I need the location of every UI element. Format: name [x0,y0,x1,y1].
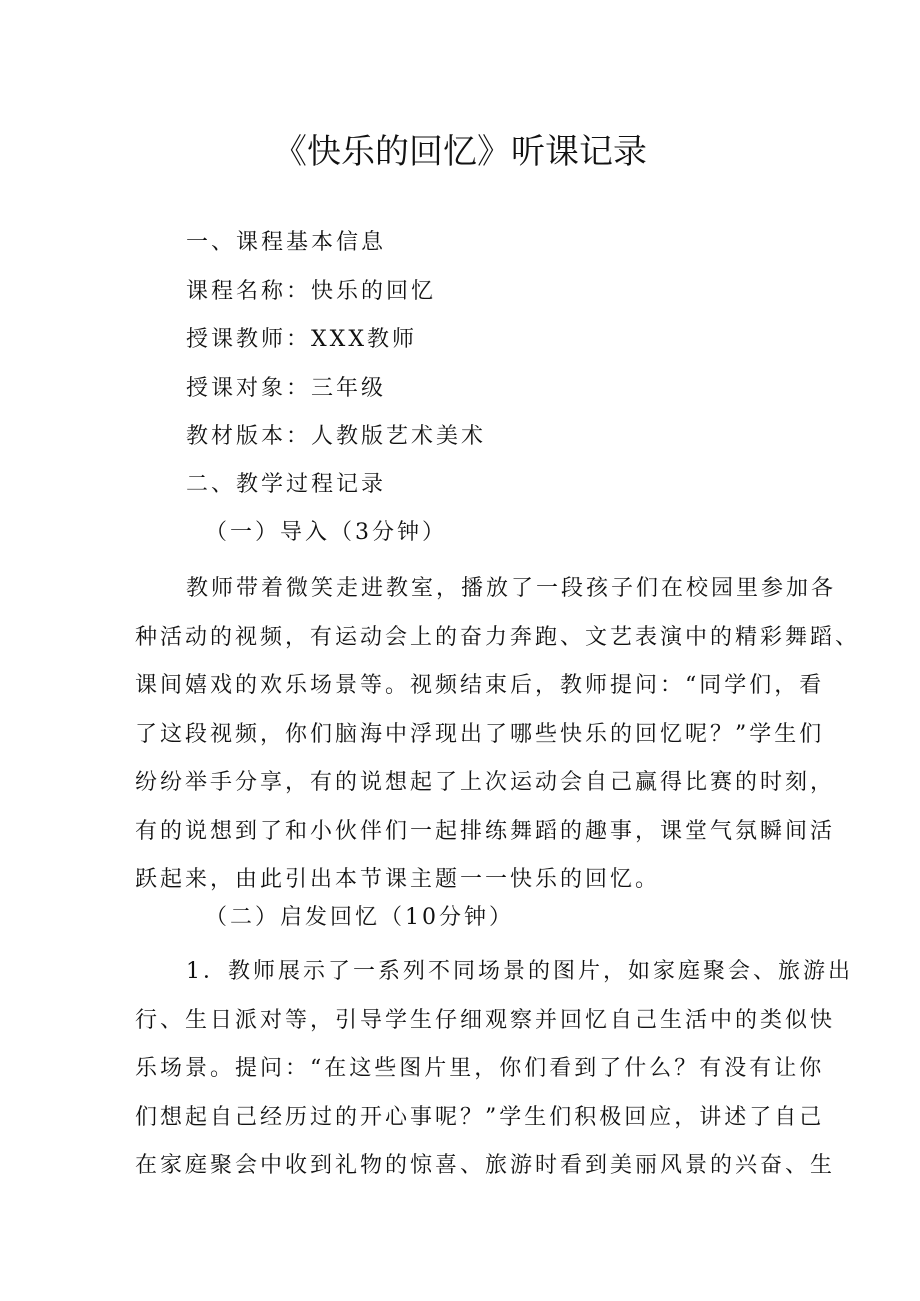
paragraph-line: 有的说想到了和小伙伴们一起排练舞蹈的趣事，课堂气氛瞬间活 [135,818,836,844]
section-heading-process: 二、教学过程记录 [186,472,387,497]
document-title: 《快乐的回忆》听课记录 [273,132,647,172]
paragraph-line: 课间嬉戏的欢乐场景等。视频结束后，教师提问：“同学们，看 [135,673,825,698]
course-name-line: 课程名称：快乐的回忆 [186,279,437,304]
paragraph-line: 在家庭聚会中收到礼物的惊喜、旅游时看到美丽风景的兴奋、生 [135,1153,836,1178]
paragraph-line: 跃起来，由此引出本节课主题一一快乐的回忆。 [135,867,661,892]
teacher-line: 授课教师：XXX教师 [186,327,417,352]
textbook-line: 教材版本：人教版艺术美术 [186,424,487,449]
audience-line: 授课对象：三年级 [186,376,387,401]
paragraph-line: 种活动的视频，有运动会上的奋力奔跑、文艺表演中的精彩舞蹈、 [135,624,861,650]
paragraph-line: 教师带着微笑走进教室，播放了一段孩子们在校园里参加各 [186,576,837,601]
paragraph-line: 行、生日派对等，引导学生仔细观察并回忆自己生活中的类似快 [135,1007,836,1033]
section-heading-basic-info: 一、课程基本信息 [186,230,387,255]
subsection-heading-intro: （一）导入（3分钟） [205,520,447,545]
paragraph-line: 乐场景。提问：“在这些图片里，你们看到了什么？有没有让你 [135,1056,825,1081]
subsection-heading-recall: （二）启发回忆（10分钟） [205,905,514,930]
paragraph-line: 了这段视频，你们脑海中浮现出了哪些快乐的回忆呢？”学生们 [135,721,825,747]
paragraph-line: 们想起自己经历过的开心事呢？”学生们积极回应，讲述了自己 [135,1104,825,1130]
paragraph-intro [135,565,861,905]
paragraph-recall [135,948,853,1191]
paragraph-line: 1．教师展示了一系列不同场景的图片，如家庭聚会、旅游出 [186,959,853,984]
paragraph-line: 纷纷举手分享，有的说想起了上次运动会自己赢得比赛的时刻， [135,770,836,795]
